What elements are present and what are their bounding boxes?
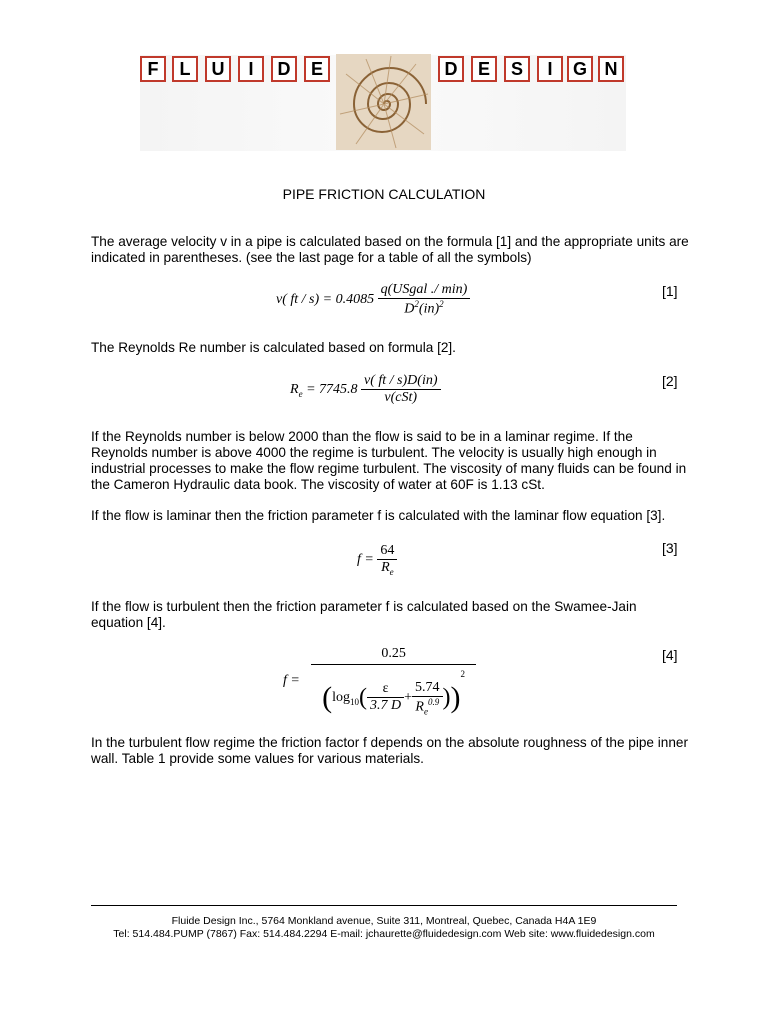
eq4-denominator: ($\log_{10}$( $\frac{\varepsilon}{3.7 D}$ + $\frac{5.74}{R_e^{0.9}}$ ))$^2$	[322, 669, 466, 716]
eq1-fraction	[378, 282, 471, 318]
equation-2-number: [2]	[662, 373, 678, 389]
footer-address: Fluide Design Inc., 5764 Monkland avenue, Suite 311, Montreal, Quebec, Canada H4A 1E9	[171, 915, 597, 927]
eq3-numerator: 64	[377, 543, 397, 560]
logo-letter: I	[238, 56, 264, 82]
footer-divider	[91, 905, 677, 906]
paragraph-velocity: The average velocity v in a pipe is calculated based on the formula [1] and the appropriate units are indicated in parentheses. (see the last page for a table of all the symbols)	[91, 234, 689, 265]
paragraph-reynolds: The Reynolds Re number is calculated based on formula [2].	[91, 340, 456, 355]
eq4-numerator: 0.25	[311, 646, 476, 665]
logo-letter: E	[304, 56, 330, 82]
logo-letter: I	[537, 56, 563, 82]
eq1-numerator: q(USgal ./ min)	[378, 282, 471, 299]
footer-contact: Tel: 514.484.PUMP (7867) Fax: 514.484.2294 E-mail: jchaurette@fluidedesign.com Web site: www.fluidedesign.com	[113, 928, 655, 940]
logo-letter: U	[205, 56, 231, 82]
eq3-denominator: $R_e$	[381, 560, 394, 577]
logo-letter: D	[271, 56, 297, 82]
eq2-denominator: ν(cSt)	[384, 390, 418, 405]
equation-2	[290, 373, 441, 406]
document-title: PIPE FRICTION CALCULATION	[282, 186, 486, 202]
logo-letter: G	[567, 56, 593, 82]
eq4-eps-fraction: $\frac{\varepsilon}{3.7 D}$	[367, 681, 404, 714]
logo-letter: N	[598, 56, 624, 82]
equation-4-number: [4]	[662, 647, 678, 663]
eq4-fraction	[311, 646, 476, 716]
eq3-fraction	[377, 543, 397, 577]
eq1-lhs: v( ft / s) = 0.4085	[276, 292, 375, 308]
paragraph-regime: If the Reynolds number is below 2000 than the flow is said to be in a laminar regime. If the Reynolds number is above 4000 the regime is turbulent. The velocity is usually high enough in industrial processes to make the flow regime turbulent. The viscosity of many fluids can be found in the Cameron Hydraulic data book. The viscosity of water at 60F is 1.13 cSt.	[91, 429, 687, 492]
logo-letter: E	[471, 56, 497, 82]
paragraph-laminar: If the flow is laminar then the friction parameter f is calculated with the laminar flow equation [3].	[91, 508, 666, 523]
paragraph-turbulent: If the flow is turbulent then the friction parameter f is calculated based on the Swamee-Jain equation [4].	[91, 599, 637, 630]
equation-1-number: [1]	[662, 283, 678, 299]
eq2-lhs: $R_e = 7745.8$	[290, 381, 358, 399]
equation-3	[357, 543, 397, 577]
equation-4	[283, 646, 476, 716]
eq2-numerator: v( ft / s)D(in)	[361, 373, 440, 390]
eq1-denominator: $D^2(in)^2$	[404, 299, 444, 317]
logo-letter: L	[172, 56, 198, 82]
logo-letter: F	[140, 56, 166, 82]
eq3-lhs: f =	[357, 552, 374, 568]
eq2-fraction	[361, 373, 440, 406]
paragraph-roughness: In the turbulent flow regime the friction factor f depends on the absolute roughness of the pipe inner wall. Table 1 provide some values for various materials.	[91, 735, 688, 766]
equation-1	[276, 282, 470, 318]
eq4-re-fraction: $\frac{5.74}{R_e^{0.9}}$	[412, 680, 443, 716]
equation-3-number: [3]	[662, 540, 678, 556]
logo-letter: S	[504, 56, 530, 82]
eq4-lhs: f =	[283, 673, 300, 688]
nautilus-shell-image	[336, 54, 431, 150]
logo-letter: D	[438, 56, 464, 82]
